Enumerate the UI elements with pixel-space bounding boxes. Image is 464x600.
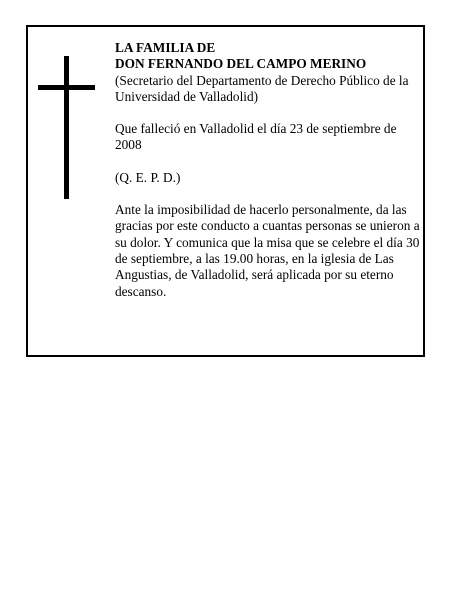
deceased-name: DON FERNANDO DEL CAMPO MERINO bbox=[115, 56, 367, 72]
cross-horizontal-bar bbox=[38, 85, 95, 90]
death-notice: Que falleció en Valladolid el día 23 de septiembre de 2008 bbox=[115, 121, 397, 153]
notice-text bbox=[115, 40, 420, 300]
family-heading: LA FAMILIA DE bbox=[115, 40, 216, 55]
deceased-position: (Secretario del Departamento de Derecho Público de la Universidad de Valladolid) bbox=[115, 72, 409, 104]
obituary-notice bbox=[26, 25, 425, 357]
rip-text: (Q. E. P. D.) bbox=[115, 169, 181, 185]
family-message: Ante la imposibilidad de hacerlo personalmente, da las gracias por este conducto a cuantas personas se unieron a su dolor. Y comunica que la misa que se celebre el día 30 de septiembre, a las 19.00 horas, en la iglesia de Las Angustias, de Valladolid, será aplicada por su eterno descanso. bbox=[115, 202, 420, 299]
cross-vertical-bar bbox=[64, 56, 69, 199]
